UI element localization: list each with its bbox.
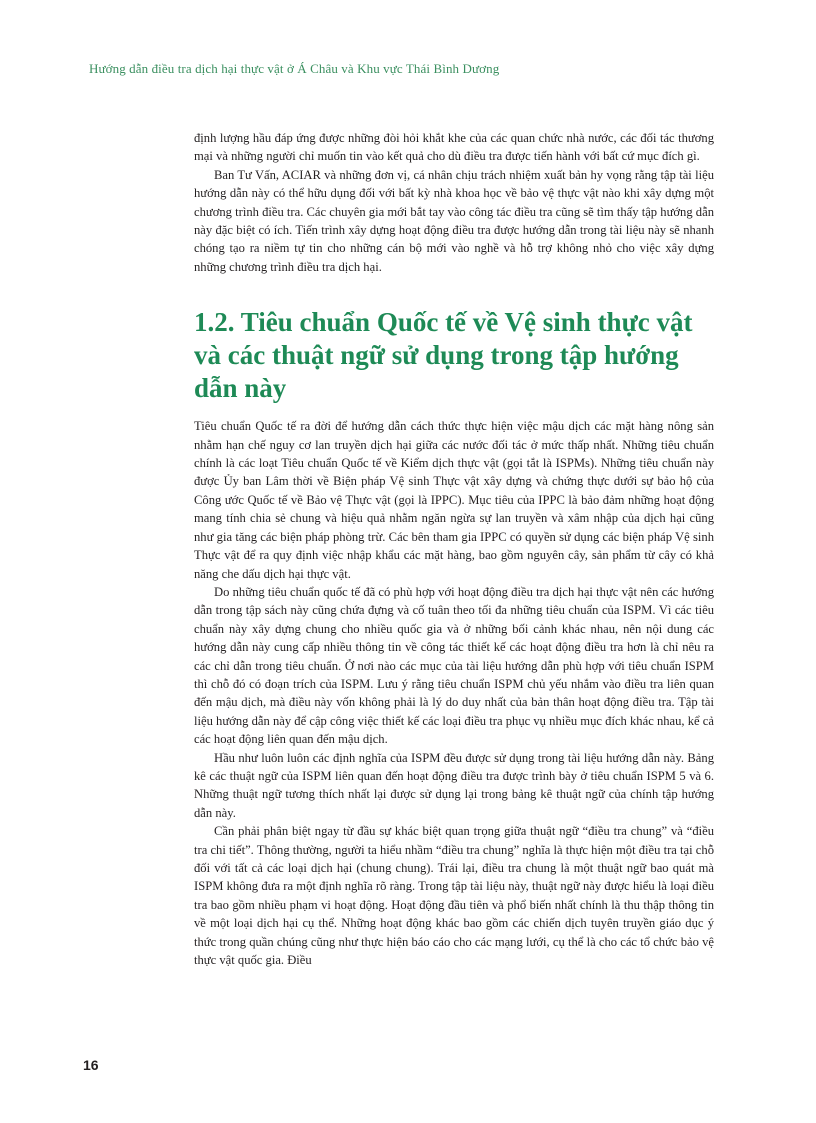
running-header: Hướng dẫn điều tra dịch hại thực vật ở Á Châu và Khu vực Thái Bình Dương [89,61,500,76]
section-heading: 1.2. Tiêu chuẩn Quốc tế về Vệ sinh thực vật và các thuật ngữ sử dụng trong tập hướng dẫn này [194,307,693,404]
paragraph: định lượng hầu đáp ứng được những đòi hỏi khắt khe của các quan chức nhà nước, các đối tác thương mại và những người chỉ muốn tin vào kết quả cho dù điều tra được tiến hành với bất cứ mục đích gì. [194,131,714,164]
paragraph: Tiêu chuẩn Quốc tế ra đời để hướng dẫn cách thức thực hiện việc mậu dịch các mặt hàng nông sản nhằm hạn chế nguy cơ lan truyền dịch hại giữa các nước đối tác ở mức thấp nhất. Những tiêu chuẩn chính là các loạt Tiêu chuẩn Quốc tế về Kiểm dịch thực vật (gọi tắt là ISPMs). Những tiêu chuẩn này được Ủy ban Lâm thời về Biện pháp Vệ sinh Thực vật xây dựng và chứng thực dưới sự bảo hộ của Công ước Quốc tế về Bảo vệ Thực vật (gọi là IPPC). Mục tiêu của IPPC là bảo đảm những hoạt động mang tính chia sẻ chung và hiệu quả nhằm ngăn ngừa sự lan truyền và xâm nhập của dịch hại cũng như gia tăng các biện pháp phòng trừ. Các bên tham gia IPPC có quyền sử dụng các biện pháp Vệ sinh Thực vật để ra quy định việc nhập khẩu các mặt hàng, bao gồm nguyên cây, sản phẩm từ cây có khả năng che dấu dịch hại thực vật. [194,419,714,581]
paragraph: Hầu như luôn luôn các định nghĩa của ISPM đều được sử dụng trong tài liệu hướng dẫn này. Bảng kê các thuật ngữ của ISPM liên quan đến hoạt động điều tra được trình bày ở tiêu chuẩn ISPM 5 và 6. Những thuật ngữ tương thích nhất lại được sử dụng lại trong bảng kê thuật ngữ của chính tập hướng dẫn này. [194,750,714,820]
page-body [194,129,714,969]
paragraph: Do những tiêu chuẩn quốc tế đã có phù hợp với hoạt động điều tra dịch hại thực vật nên các hướng dẫn trong tập sách này cũng chứa đựng và cố tuân theo tối đa những tiêu chuẩn của ISPM. Vì các tiêu chuẩn này xây dựng chung cho nhiều quốc gia và ở những bối cảnh khác nhau, nên nội dung các hướng dẫn này cung cấp nhiều thông tin về công tác thiết kế các hoạt động điều tra hơn là chỉ nêu ra các chỉ dẫn trong tiêu chuẩn. Ở nơi nào các mục của tài liệu hướng dẫn phù hợp với tiêu chuẩn ISPM thì chỗ đó có đoạn trích của ISPM. Lưu ý rằng tiêu chuẩn ISPM chủ yếu nhắm vào điều tra liên quan đến mậu dịch, mà điều này vốn không phải là lý do duy nhất của bản thân hoạt động điều tra. Tập tài liệu hướng dẫn này để cập công việc thiết kế các loại điều tra phục vụ nhiều mục đích khác nhau, kể cả các hoạt động liên quan đến mậu dịch. [194,584,714,747]
paragraph: Ban Tư Vấn, ACIAR và những đơn vị, cá nhân chịu trách nhiệm xuất bản hy vọng rằng tập tài liệu hướng dẫn này có thể hữu dụng đối với bất kỳ nhà khoa học về bảo vệ thực vật nào khi xây dựng một chương trình điều tra. Các chuyên gia mới bắt tay vào công tác điều tra cũng sẽ tìm thấy tập hướng dẫn này đặc biệt có ích. Tiến trình xây dựng hoạt động điều tra được hướng dẫn trong tài liệu này sẽ nhanh chóng tạo ra niềm tự tin cho những cán bộ mới vào nghề và hỗ trợ không nhỏ cho việc xây dựng những chương trình điều tra dịch hại. [194,167,714,274]
paragraph: Cần phải phân biệt ngay từ đầu sự khác biệt quan trọng giữa thuật ngữ “điều tra chung” và “điều tra chi tiết”. Thông thường, người ta hiểu nhầm “điều tra chung” nghĩa là thực hiện một điều tra tại chỗ đối với tất cả các loại dịch hại (chung chung). Trái lại, điều tra chung là một thuật ngữ bao quát mà ISPM không đưa ra một định nghĩa rõ ràng. Trong tập tài liệu này, thuật ngữ này được hiểu là loại điều tra bao gồm nhiều phạm vi hoạt động. Hoạt động đầu tiên và phổ biến nhất chính là thu thập thông tin về một loại dịch hại cụ thể. Những hoạt động khác bao gồm các chiến dịch tuyên truyền giáo dục ý thức trong quần chúng cũng như thực hiện báo cáo cho các mạng lưới, cụ thể là cho các tổ chức bảo vệ thực vật quốc gia. Điều [194,824,714,968]
page-number: 16 [83,1057,99,1073]
